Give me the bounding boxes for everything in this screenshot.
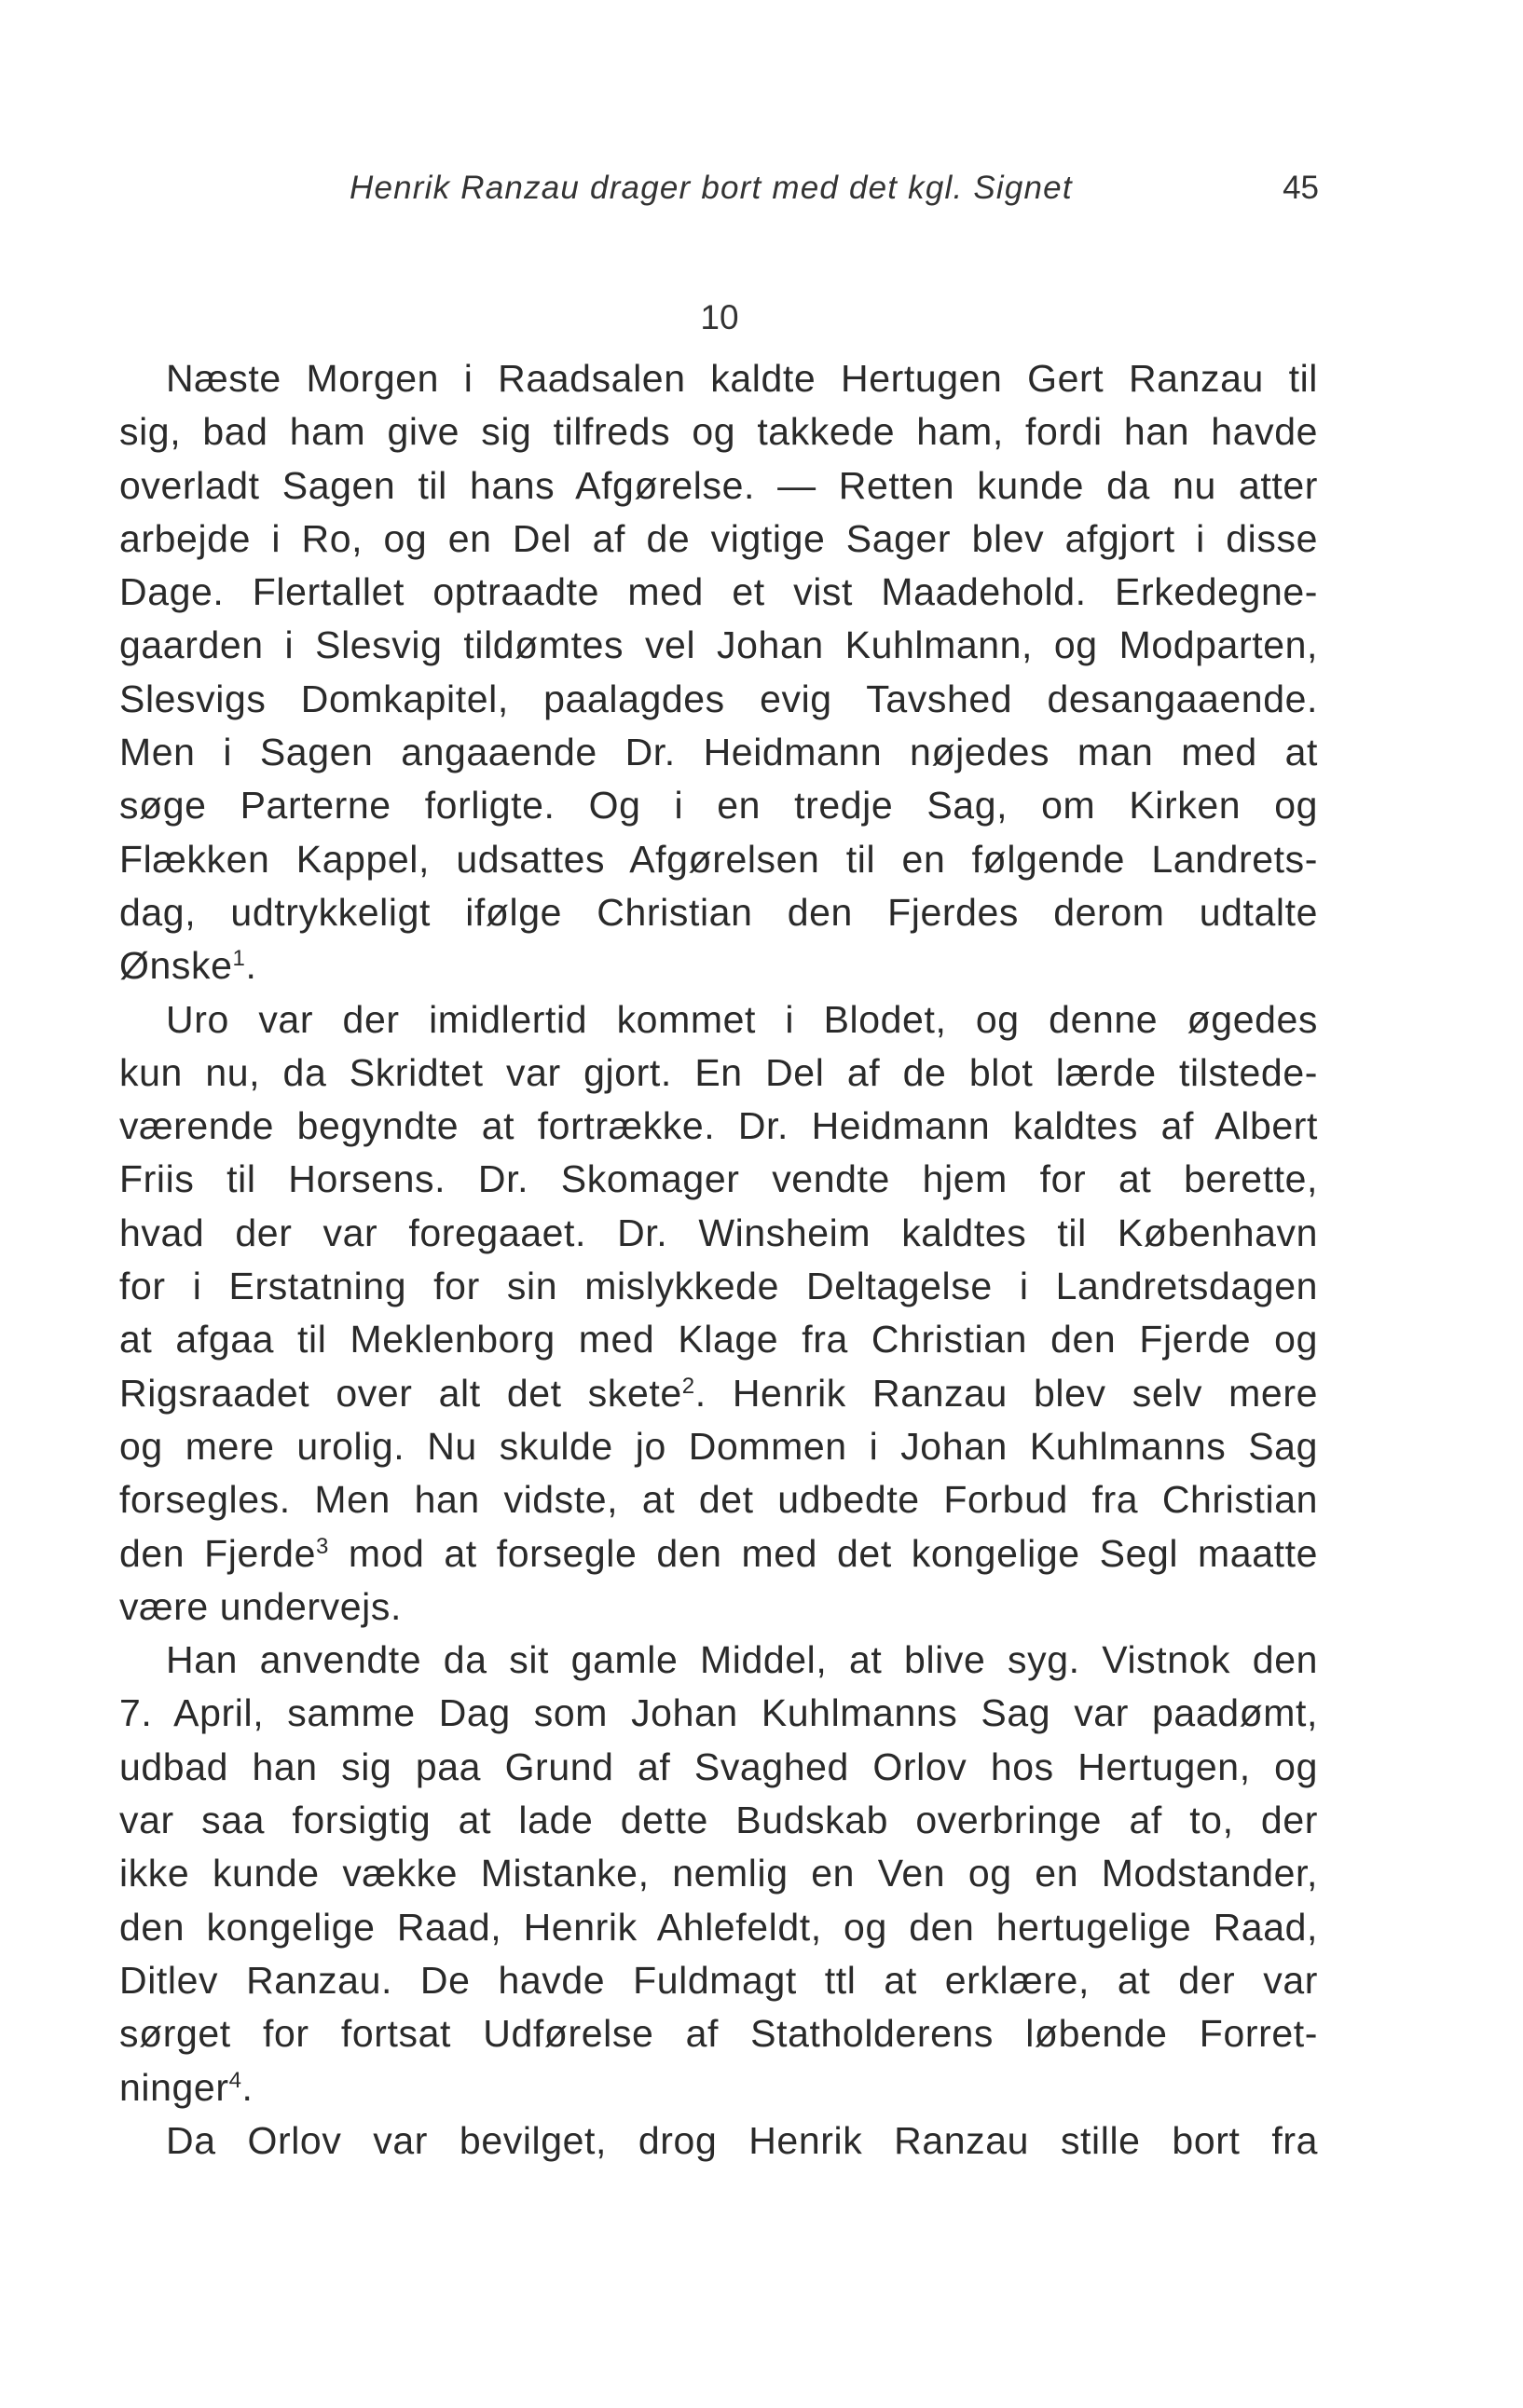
text-line: Slesvigs Domkapitel, paalagdes evig Tavshed desangaaende. (119, 677, 1318, 720)
text-line: 7. April, samme Dag som Johan Kuhlmanns Sag var paadømt, (119, 1691, 1318, 1735)
text-line: Friis til Horsens. Dr. Skomager vendte hjem for at berette, (119, 1157, 1318, 1201)
text-fragment: . (245, 944, 257, 988)
text-fragment: Rigsraadet over alt det skete (119, 1371, 682, 1415)
text-fragment: mod at forsegle den med det kongelige Segl maatte (328, 1531, 1318, 1575)
footnote-mark: 2 (681, 1373, 695, 1399)
text-line: sørget for fortsat Udførelse af Statholderens løbende Forret- (119, 2012, 1318, 2056)
text-fragment: ninger (119, 2065, 229, 2109)
text-line: værende begyndte at fortrække. Dr. Heidmann kaldtes af Albert (119, 1104, 1318, 1148)
text-line: Næste Morgen i Raadsalen kaldte Hertugen Gert Ranzau til (166, 357, 1318, 400)
text-line: overladt Sagen til hans Afgørelse. — Retten kunde da nu atter (119, 463, 1318, 507)
text-line: Men i Sagen angaaende Dr. Heidmann nøjedes man med at (119, 731, 1318, 774)
text-line: Uro var der imidlertid kommet i Blodet, og denne øgedes (166, 997, 1318, 1041)
footnote-mark: 1 (232, 946, 246, 972)
text-line: udbad han sig paa Grund af Svaghed Orlov hos Hertugen, og (119, 1744, 1318, 1788)
text-line: kun nu, da Skridtet var gjort. En Del af de blot lærde tilstede- (119, 1050, 1318, 1094)
text-line: Da Orlov var bevilget, drog Henrik Ranzau stille bort fra (166, 2118, 1318, 2162)
text-line: søge Parterne forligte. Og i en tredje Sag, om Kirken og (119, 784, 1318, 828)
text-fragment: Ønske (119, 944, 233, 988)
text-line: at afgaa til Meklenborg med Klage fra Christian den Fjerde og (119, 1318, 1318, 1361)
running-head (350, 170, 1319, 216)
footnote-mark: 4 (228, 2067, 242, 2093)
text-line (119, 1367, 1318, 1420)
text-line: den kongelige Raad, Henrik Ahlefeldt, og den hertugelige Raad, (119, 1905, 1318, 1949)
body-text (119, 352, 1318, 2168)
text-line: var saa forsigtig at lade dette Budskab overbringe af to, der (119, 1799, 1318, 1842)
text-line: sig, bad ham give sig tilfreds og takkede ham, fordi han havde (119, 410, 1318, 454)
text-line: hvad der var foregaaet. Dr. Winsheim kaldtes til København (119, 1211, 1318, 1254)
chapter-number: 10 (700, 298, 739, 336)
text-line: Dage. Flertallet optraadte med et vist Maadehold. Erkedegne- (119, 570, 1318, 614)
text-line: være undervejs. (119, 1584, 402, 1628)
text-line: Flækken Kappel, udsattes Afgørelsen til en følgende Landrets- (119, 837, 1318, 881)
text-line: arbejde i Ro, og en Del af de vigtige Sager blev afgjort i disse (119, 516, 1318, 560)
text-line: og mere urolig. Nu skulde jo Dommen i Johan Kuhlmanns Sag (119, 1424, 1318, 1468)
text-fragment: . Henrik Ranzau blev selv mere (694, 1371, 1318, 1415)
footnote-mark: 3 (315, 1533, 329, 1559)
text-line (119, 939, 1318, 992)
text-line: forsegles. Men han vidste, at det udbedte Forbud fra Christian (119, 1478, 1318, 1522)
text-line: Ditlev Ranzau. De havde Fuldmagt ttl at erklære, at der var (119, 1958, 1318, 2002)
text-line: ikke kunde vække Mistanke, nemlig en Ven og en Modstander, (119, 1852, 1318, 1895)
text-line: for i Erstatning for sin mislykkede Deltagelse i Landretsdagen (119, 1265, 1318, 1308)
running-title: Henrik Ranzau drager bort med det kgl. Signet (350, 170, 1073, 206)
text-line (119, 2061, 1318, 2114)
text-line: Han anvendte da sit gamle Middel, at blive syg. Vistnok den (166, 1638, 1318, 1682)
text-fragment: . (241, 2065, 254, 2109)
text-fragment: den Fjerde (119, 1531, 316, 1575)
page-number: 45 (1283, 170, 1319, 206)
text-line: gaarden i Slesvig tildømtes vel Johan Kuhlmann, og Modparten, (119, 623, 1318, 667)
text-line (119, 1527, 1318, 1580)
text-line: dag, udtrykkeligt ifølge Christian den Fjerdes derom udtalte (119, 890, 1318, 934)
